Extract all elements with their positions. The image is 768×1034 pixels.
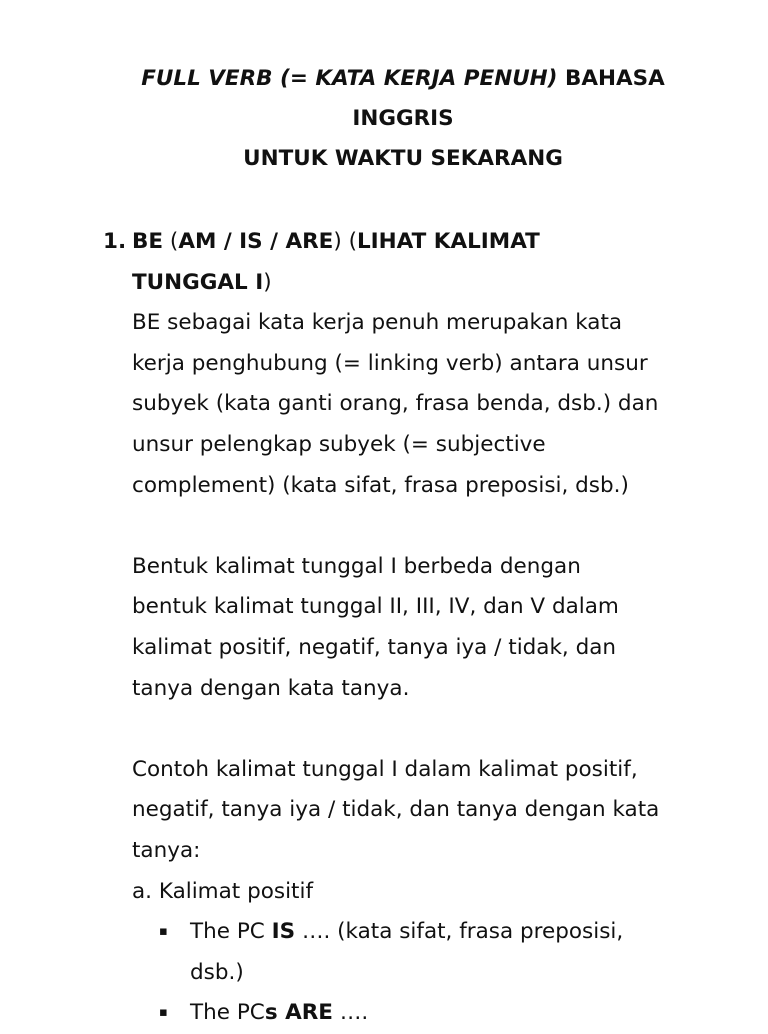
title-line-2: INGGRIS	[352, 106, 454, 131]
heading-close: )	[263, 269, 272, 295]
bullet-post: ….	[332, 1000, 369, 1026]
bullet-pre: The PC	[190, 1000, 265, 1026]
bullet-post: …. (kata sifat, frasa preposisi,	[295, 919, 624, 945]
bullet-item	[132, 993, 732, 1034]
section-body	[132, 222, 732, 1034]
sub-heading-a: a. Kalimat positif	[132, 878, 314, 904]
bullet-square-icon: ▪	[159, 1005, 168, 1021]
para3-line: negatif, tanya iya / tidak, dan tanya dengan kata	[132, 797, 660, 823]
para3-line: Contoh kalimat tunggal I dalam kalimat positif,	[132, 756, 638, 782]
heading-forms: AM / IS / ARE	[178, 229, 334, 254]
heading-ref-part-2: TUNGGAL I	[132, 269, 264, 295]
para2-line: Bentuk kalimat tunggal I berbeda dengan	[132, 553, 581, 579]
title-italic-part: FULL VERB (= KATA KERJA PENUH)	[141, 66, 558, 91]
paragraph-gap	[132, 506, 732, 547]
heading-mid: ) (	[333, 229, 357, 254]
title-line-1	[0, 59, 768, 99]
para1-line: subyek (kata ganti orang, frasa benda, dsb.) dan	[132, 391, 659, 417]
para2-line: bentuk kalimat tunggal II, III, IV, dan V dalam	[132, 594, 619, 620]
bullet-text	[132, 912, 732, 953]
heading-be: BE	[132, 229, 164, 254]
bullet-square-icon: ▪	[159, 924, 168, 940]
para3-line: tanya:	[132, 837, 201, 863]
bullet-bold: s ARE	[264, 1000, 333, 1026]
title-rest-part: BAHASA	[557, 66, 665, 91]
bullet-text	[132, 993, 732, 1034]
para1-line: complement) (kata sifat, frasa preposisi, dsb.)	[132, 472, 629, 498]
heading-ref-part-1: LIHAT KALIMAT	[356, 229, 540, 254]
bullet-bold: IS	[271, 919, 296, 945]
para2-line: kalimat positif, negatif, tanya iya / tidak, dan	[132, 634, 617, 660]
section-heading-line-2	[132, 263, 732, 304]
bullet-item	[132, 912, 732, 993]
bullet-pre: The PC	[190, 919, 272, 945]
heading-open: (	[163, 229, 179, 254]
bullet-continuation: dsb.)	[190, 959, 244, 985]
document-title	[0, 59, 768, 179]
paragraph-gap	[132, 709, 732, 750]
para1-line: kerja penghubung (= linking verb) antara unsur	[132, 350, 648, 376]
section-number: 1.	[103, 229, 127, 254]
title-line-3: UNTUK WAKTU SEKARANG	[243, 146, 563, 171]
para1-line: BE sebagai kata kerja penuh merupakan kata	[132, 310, 623, 336]
para1-line: unsur pelengkap subyek (= subjective	[132, 431, 546, 457]
section-heading-line-1	[132, 222, 732, 263]
para2-line: tanya dengan kata tanya.	[132, 675, 410, 701]
